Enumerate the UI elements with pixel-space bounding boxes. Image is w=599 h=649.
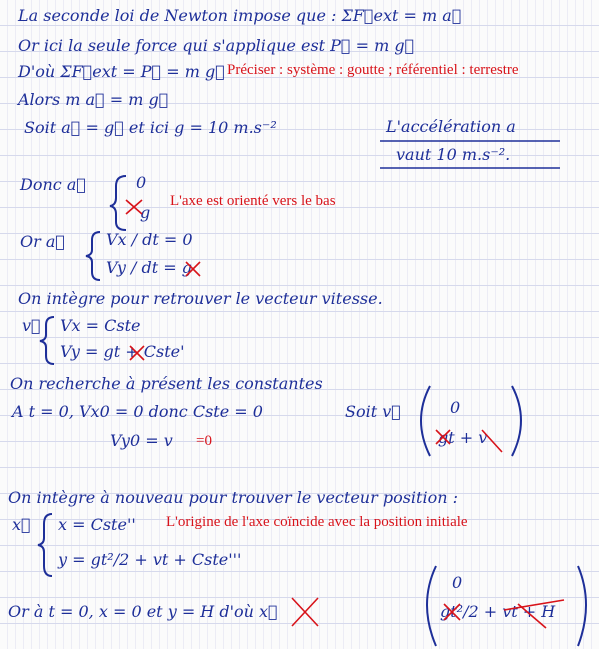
- line-weight-force: Or ici la seule force qui s'applique est P⃗ = m g⃗: [18, 36, 415, 55]
- derivative-bottom: Vy / dt = g: [106, 258, 192, 277]
- velocity-vector-bottom: gt + v: [438, 428, 488, 447]
- boxed-title-line-2: vaut 10 m.s⁻².: [396, 145, 511, 164]
- velocity-label: v⃗: [22, 316, 41, 335]
- position-label: x⃗: [12, 515, 31, 534]
- derivative-label: Or a⃗: [20, 232, 65, 251]
- correction-origin: L'origine de l'axe coïncide avec la position initiale: [166, 514, 468, 530]
- position-top: x = Cste'': [58, 515, 136, 534]
- derivative-top: Vx / dt = 0: [106, 230, 193, 249]
- soit-v-label: Soit v⃗: [345, 402, 401, 421]
- position-bottom: y = gt²/2 + vt + Cste''': [58, 550, 242, 569]
- line-initial-position: Or à t = 0, x = 0 et y = H d'où x⃗: [8, 602, 278, 621]
- position-vector-bottom: gt²/2 + vt + H: [440, 602, 556, 621]
- vector-a-top: 0: [136, 173, 147, 192]
- line-newton-law: La seconde loi de Newton impose que : ΣF⃗ext = m a⃗: [18, 6, 462, 25]
- line-sum-forces: D'où ΣF⃗ext = P⃗ = m g⃗: [18, 62, 225, 81]
- line-ma-mg: Alors m a⃗ = m g⃗: [18, 90, 169, 109]
- line-constants: On recherche à présent les constantes: [10, 374, 323, 393]
- line-initial-vy: Vy0 = v: [110, 431, 173, 450]
- vector-a-label: Donc a⃗: [20, 175, 86, 194]
- velocity-vector-top: 0: [450, 398, 461, 417]
- line-a-equals-g: Soit a⃗ = g⃗ et ici g = 10 m.s⁻²: [24, 118, 277, 137]
- correction-system: Préciser : système : goutte ; référentiel : terrestre: [227, 62, 519, 78]
- boxed-title-line-1: L'accélération a: [386, 117, 516, 136]
- line-integrate-velocity: On intègre pour retrouver le vecteur vitesse.: [18, 289, 383, 308]
- line-integrate-position: On intègre à nouveau pour trouver le vecteur position :: [8, 488, 458, 507]
- vector-a-bottom: g: [140, 203, 151, 222]
- line-initial-vx: A t = 0, Vx0 = 0 donc Cste = 0: [12, 402, 263, 421]
- correction-zero: =0: [196, 433, 212, 449]
- velocity-top: Vx = Cste: [60, 316, 141, 335]
- correction-axis-down: L'axe est orienté vers le bas: [170, 193, 336, 209]
- velocity-bottom: Vy = gt + Cste': [60, 342, 185, 361]
- position-vector-top: 0: [452, 573, 463, 592]
